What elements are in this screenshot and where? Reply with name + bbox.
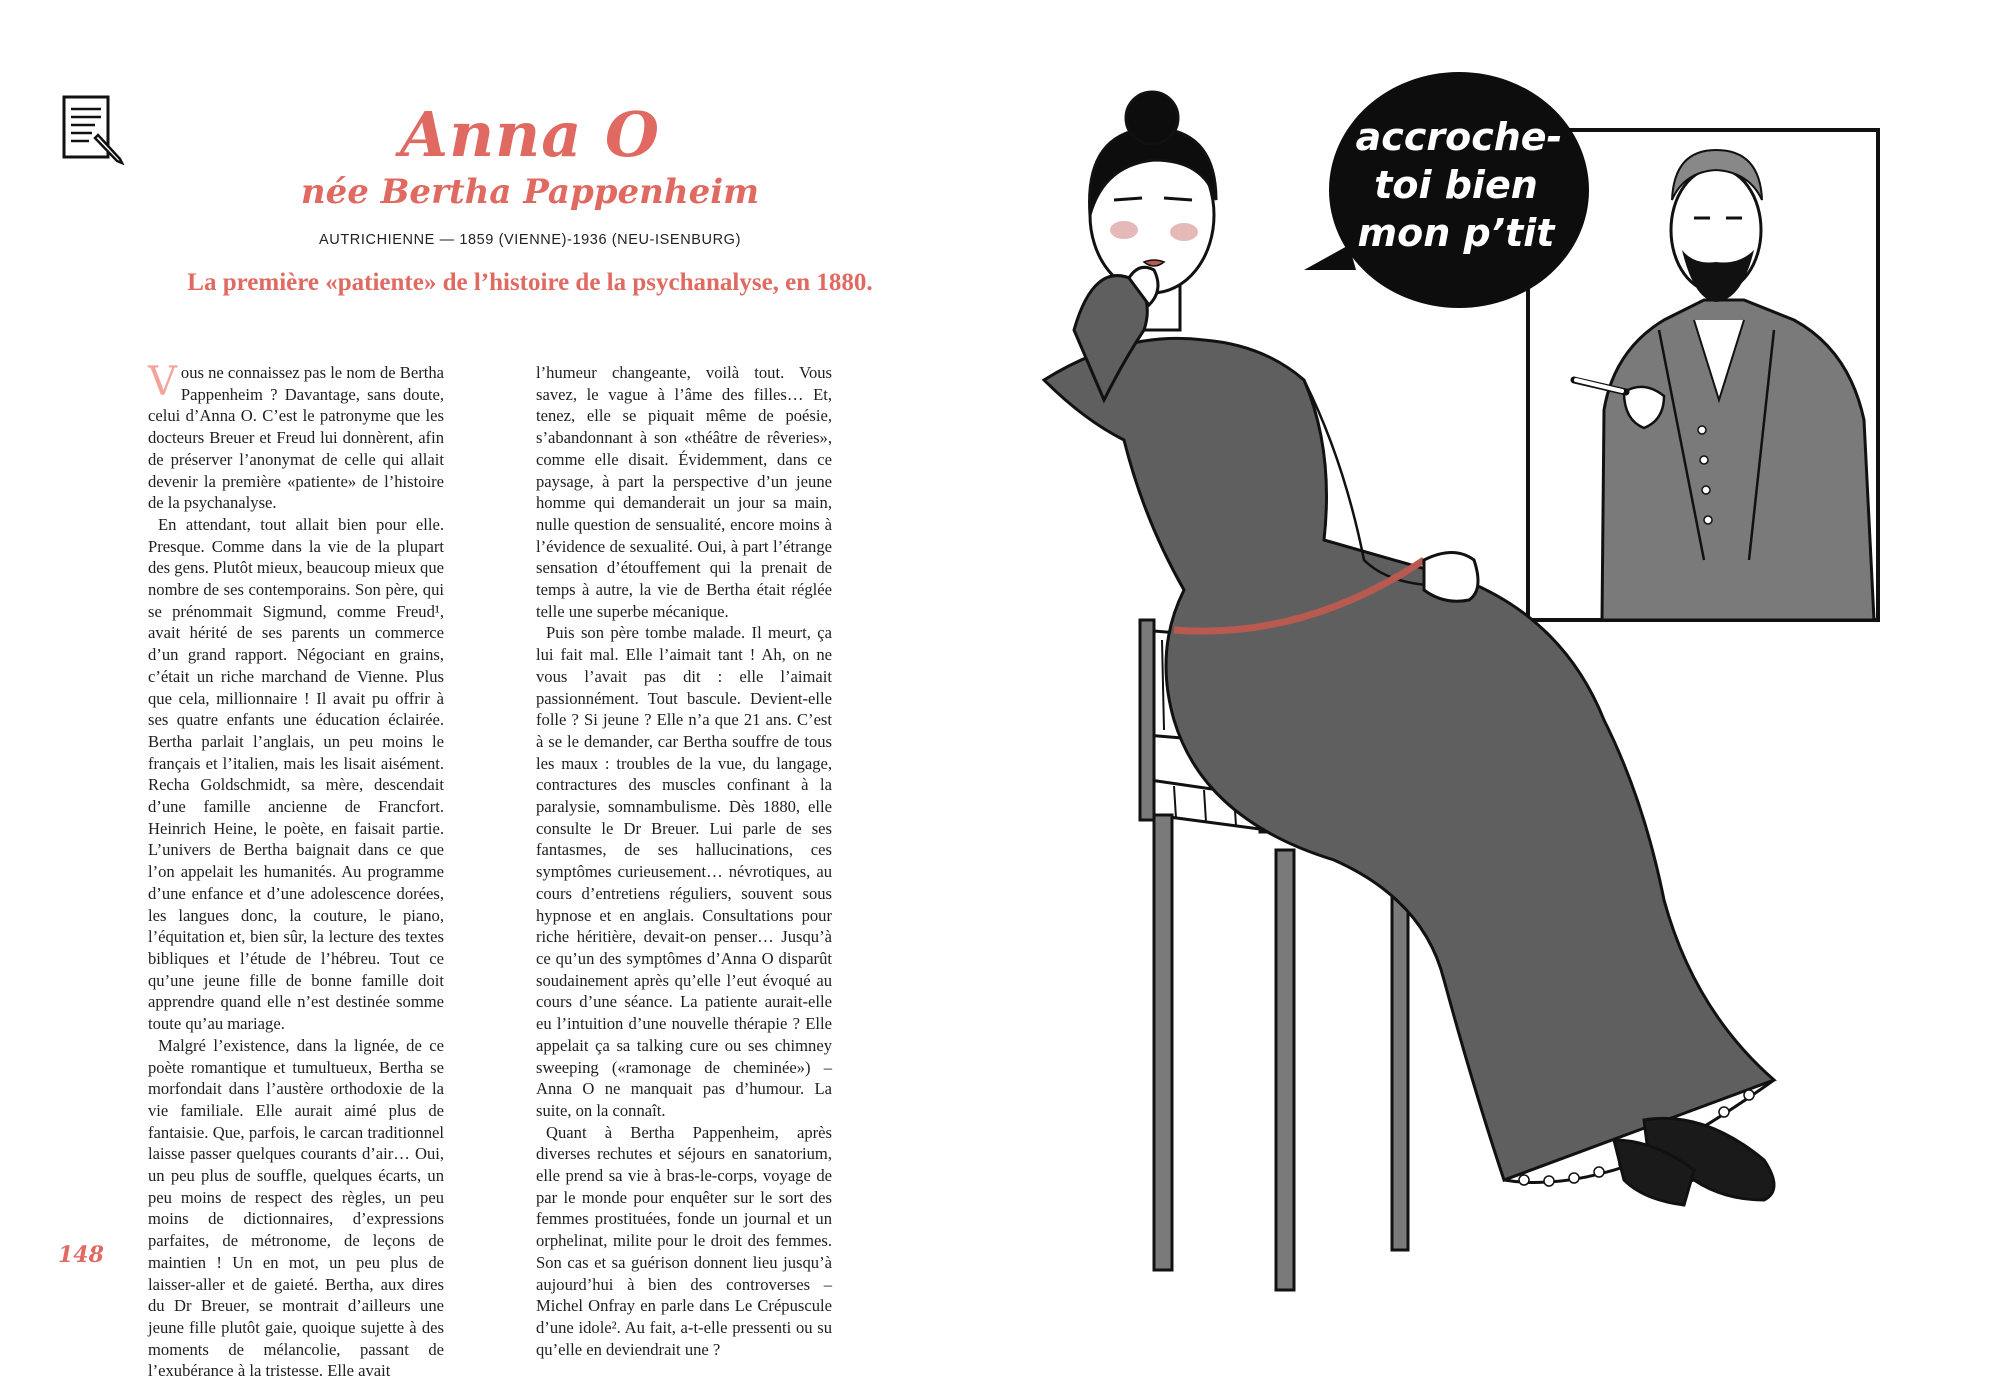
paragraph: Vous ne connaissez pas le nom de Bertha Pappenheim ? Davantage, sans doute, celui d’Anna O. C’est le patronyme que les docteurs Breuer et Freud lui donnèrent, afin de préserver l’anonymat de celle qui allait devenir la première «patiente» de l’histoire de la psychanalyse. <box>148 359 445 513</box>
paragraph: En attendant, tout allait bien pour elle. Presque. Comme dans la vie de la plupart des gens. Plutôt mieux, beaucoup mieux que nombre de ses contemporains. Son père, qui se prénommait Sigmund, comme Freud¹, avait hérité de ses parents un commerce d’un grand rapport. Négociant en grains, c’était un riche marchand de Vienne. Plus que cela, millionnaire ! Il avait pu offrir à ses quatre enfants une éducation éclairée. Bertha parlait l’anglais, un peu moins le français et l’italien, mais les lisait aisément. Recha Goldschmidt, sa mère, descendait d’une famille ancienne de Francfort. Heinrich Heine, le poète, en faisait partie. L’univers de Bertha baignait dans ce que l’on appelait les humanités. Au programme d’une enfance et d’une adolescence dorées, les langues donc, la couture, le piano, l’équitation et, bien sûr, la lecture des textes bibliques et l’étude de l’hébreu. Tout ce qu’une jeune fille de bonne famille doit apprendre quand elle n’est destinée somme toute qu’au mariage. <box>148 514 444 1034</box>
article-title: Anna O <box>399 98 661 171</box>
illustration <box>1004 0 2008 1329</box>
paragraph: Puis son père tombe malade. Il meurt, ça lui fait mal. Elle l’aimait tant ! Ah, on ne vous l’avait pas dit : elle l’aimait passionnément. Tout bascule. Devient-elle folle ? Si jeune ? Elle n’a que 21 ans. C’est à se le demander, car Bertha souffre de tous les maux : troubles de la vue, du langage, contractures des muscles confinant à la paralysie, somnambulisme. Dès 1880, elle consulte le Dr Breuer. Lui parle de ses fantasmes, de ses hallucinations, ces symptômes curieusement… névrotiques, au cours d’entretiens réguliers, souvent sous hypnose et en anglais. Consultations pour riche héritière, devait-on penser… Jusqu’à ce qu’un des symptômes d’Anna O disparût soudainement après qu’elle l’eut évoqué au cours d’une séance. La patiente aurait-elle eu l’intuition d’une nouvelle thérapie ? Elle appelait ça sa talking cure ou ses chimney sweeping («ramonage de cheminée») – Anna O ne manquait pas d’humour. La suite, on la connaît. <box>536 623 832 1120</box>
paragraph: Quant à Bertha Pappenheim, après diverses rechutes et séjours en sanatorium, elle prend sa vie à bras-le-corps, voyage de par le monde pour enquêter sur le sort des femmes prostituées, fonde un journal et un orphelinat, milite pour le droit des femmes. Son cas et sa guérison donnent lieu jusqu’à aujourd’hui à bien des controverses – Michel Onfray en parle dans Le Crépuscule d’une idole². Au fait, a-t-elle pressenti ou su qu’elle en deviendrait une ? <box>536 1122 832 1359</box>
speech-bubble <box>1304 72 1589 308</box>
article-subtitle: née Bertha Pappenheim <box>300 172 760 212</box>
paragraph: Malgré l’existence, dans la lignée, de ce poète romantique et tumultueux, Bertha se morfondait dans l’austère orthodoxie de la vie familiale. Elle aurait aimé plus de fantaisie. Que, parfois, le carcan traditionnel laisse passer quelques courants d’air… Oui, un peu plus de souffle, quelques écarts, un peu moins de respect des règles, un peu moins de dictionnaires, d’expressions parfaites, de métronome, de leçons de maintien ! Un en mot, un peu plus de laisser-aller et de gaieté. Bertha, aux dires du Dr Breuer, se montrait d’ailleurs une jeune fille plutôt gaie, quoique sujette à des moments de mélancolie, passant de l’exubérance à la tristesse. Elle avait <box>148 1035 444 1381</box>
bubble-line-2: toi bien <box>1374 163 1538 207</box>
paragraph: l’humeur changeante, voilà tout. Vous savez, le vague à l’âme des filles… Et, tenez, elle se piquait même de poésie, s’abandonnant à son «théâtre de rêveries», comme elle disait. Évidemment, dans ce paysage, à part la perspective d’un jeune homme qui demanderait un jour sa main, nulle question de sensualité, encore moins à l’évidence de sexualité. Oui, à part l’étrange sensation d’étouffement qui la prenait de temps à autre, la vie de Bertha était réglée telle une superbe mécanique. <box>536 363 832 621</box>
text-column-1 <box>148 359 445 1382</box>
document-pen-icon <box>62 95 126 165</box>
origin-line: AUTRICHIENNE — 1859 (VIENNE)-1936 (NEU-ISENBURG) <box>319 232 741 248</box>
lead-sentence: La première «patiente» de l’histoire de la psychanalyse, en 1880. <box>187 269 873 296</box>
drop-cap: V <box>148 359 177 405</box>
bubble-line-3: mon p’tit <box>1357 211 1555 255</box>
right-page <box>1004 0 2008 1329</box>
page-number: 148 <box>58 1242 104 1268</box>
text-column-2 <box>536 362 832 1360</box>
left-page <box>0 0 1004 1381</box>
bubble-line-1: accroche- <box>1355 115 1563 159</box>
